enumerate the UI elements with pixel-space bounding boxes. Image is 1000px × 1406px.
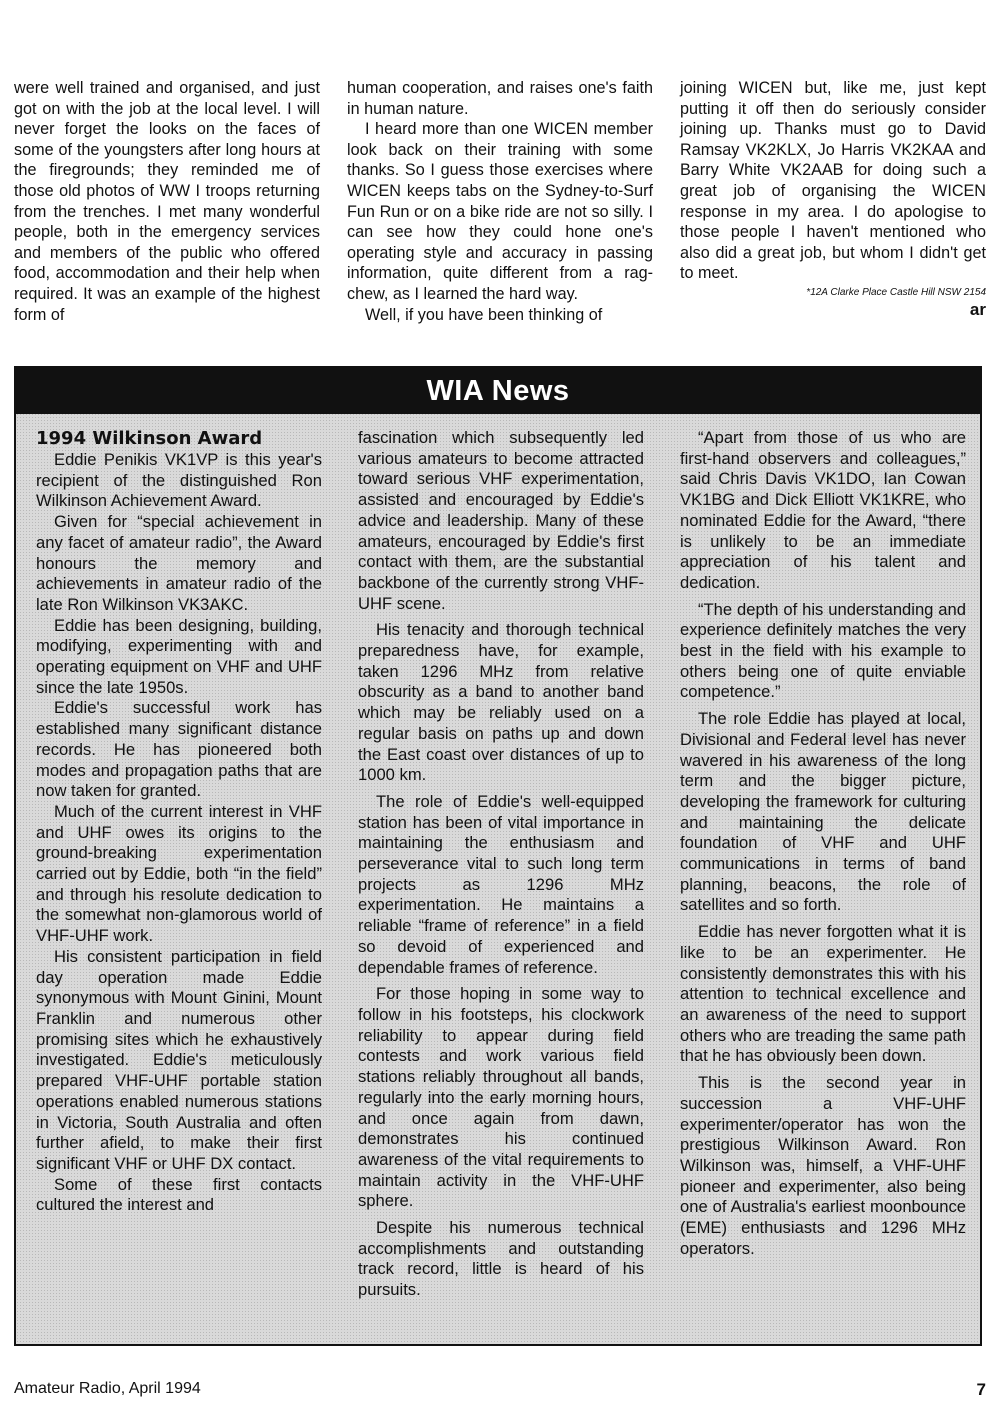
- paragraph: fascination which subsequently led various amateurs to become attracted toward serious VHF experimentation, assisted and encouraged by Eddie's advice and leadership. Many of these amateurs, encouraged by Eddie's first contact with them, are the substantial backbone of the currently strong VHF-UHF scene.: [358, 428, 644, 613]
- paragraph: Eddie Penikis VK1VP is this year's recipient of the distinguished Ron Wilkinson Achievement Award.: [36, 450, 322, 511]
- top-article-column-2: [347, 78, 653, 325]
- paragraph: Much of the current interest in VHF and UHF owes its origins to the ground-breaking experimentation carried out by Eddie, both “in the field” and through his resolute dedication to the somewhat non-glamorous world of VHF-UHF work.: [36, 801, 322, 946]
- paragraph: “The depth of his understanding and experience definitely matches the very best in the field with his example to others being one of quite enviable competence.”: [680, 599, 966, 702]
- news-column-3: [680, 428, 966, 1301]
- paragraph: This is the second year in succession a VHF-UHF experimenter/operator has won the prestigious Wilkinson Award. Ron Wilkinson was, himself, a VHF-UHF pioneer and experimenter, also being one of Australia's earliest moonbounce (EME) enthusiasts and 1296 MHz operators.: [680, 1073, 966, 1258]
- paragraph: I heard more than one WICEN member look back on their training with some thanks. So I guess those exercises where WICEN keeps tabs on the Sydney-to-Surf Fun Run or on a bike ride are not so silly. I can see how they could hone one's operating style and accuracy in passing information, quite different from a rag-chew, as I learned the hard way.: [347, 120, 653, 303]
- publication-name: Amateur Radio, April 1994: [14, 1380, 201, 1397]
- paragraph: For those hoping in some way to follow in his footsteps, his clockwork reliability to appear during field contests and work various field stations reliably throughout all bands, regularly into the early morning hours, and once again from dawn, demonstrates his continued awareness of the vital requirements to maintain activity in the VHF-UHF sphere.: [358, 984, 644, 1211]
- article-heading: 1994 Wilkinson Award: [36, 428, 263, 449]
- author-address: *12A Clarke Place Castle Hill NSW 2154: [806, 286, 986, 298]
- paragraph: human cooperation, and raises one's faith in human nature.: [347, 79, 653, 118]
- paragraph: “Apart from those of us who are first-hand observers and colleagues,” said Chris Davis VK1DO, Ian Cowan VK1BG and Dick Elliott VK1KRE, who nominated Eddie for the Award, “there is unlikely to be an immediate appreciation of his talent and dedication.: [680, 428, 966, 592]
- news-column-2: [358, 428, 644, 1301]
- paragraph: Eddie has been designing, building, modifying, experimenting with and operating equipment on VHF and UHF since the late 1950s.: [36, 615, 322, 697]
- news-banner: WIA News: [16, 368, 980, 414]
- news-columns: [36, 428, 966, 1301]
- end-mark: ar: [969, 299, 986, 319]
- paragraph: His tenacity and thorough technical preparedness have, for example, taken 1296 MHz from relative obscurity as a band to another band which may be reliably used on a regular basis on paths up and down the East coast over distances of up to 1000 km.: [358, 620, 644, 785]
- paragraph: Eddie's successful work has established many significant distance records. He has pioneered both modes and propagation paths that are now taken for granted.: [36, 698, 322, 801]
- paragraph: Some of these first contacts cultured the interest and: [36, 1174, 322, 1215]
- paragraph: His consistent participation in field day operation made Eddie synonymous with Mount Ginini, Mount Franklin and numerous other promising sites which he exhaustively investigated. Eddie's meticulously prepared VHF-UHF portable station operations enabled numerous stations in Victoria, South Australia and often further afield, to make their first significant VHF or UHF DX contact.: [36, 946, 322, 1173]
- paragraph: Despite his numerous technical accomplishments and outstanding track record, little is heard of his pursuits.: [358, 1218, 644, 1300]
- paragraph: were well trained and organised, and just got on with the job at the local level. I will never forget the looks on the faces of some of the youngsters after long hours at the firegrounds; they reminded me of those old photos of WW I troops returning from the trenches. I met many wonderful people, both in the emergency services and members of the public who offered food, accommodation and their help when required. It was an example of the highest form of: [14, 79, 320, 324]
- top-article-column-3: [680, 78, 986, 325]
- page-footer: [14, 1380, 986, 1400]
- wia-news-box: [14, 366, 982, 1346]
- page-number: 7: [976, 1380, 986, 1399]
- news-column-1: [36, 428, 322, 1301]
- paragraph: Eddie has never forgotten what it is like to be an experimenter. He consistently demonstrates this with his attention to technical excellence and an awareness of the need to support others who are treading the same path that he has obviously been down.: [680, 922, 966, 1066]
- paragraph: The role Eddie has played at local, Divisional and Federal level has never wavered in his awareness of the long term and the bigger picture, developing the framework for culturing and maintaining the delicate foundation of VHF and UHF communications in terms of band planning, beacons, the role of satellites and so forth.: [680, 709, 966, 915]
- top-article-column-1: [14, 78, 320, 325]
- paragraph: Well, if you have been thinking of: [365, 305, 603, 324]
- top-article: [14, 78, 986, 325]
- paragraph: Given for “special achievement in any facet of amateur radio”, the Award honours the memory and achievements in amateur radio of the late Ron Wilkinson VK3AKC.: [36, 512, 322, 614]
- paragraph: joining WICEN but, like me, just kept putting it off then do seriously consider joining up. Thanks must go to David Ramsay VK2KLX, Jo Harris VK2KAA and Barry White VK2AAB for doing such a great job of organising the WICEN response in my area. I do apologise to those people I haven't mentioned who also did a great job, but whom I didn't get to meet.: [680, 79, 986, 283]
- paragraph: The role of Eddie's well-equipped station has been of vital importance in maintaining the enthusiasm and perseverance vital to such long term projects as 1296 MHz experimentation. He maintains a reliable “frame of reference” in a field so devoid of experienced and dependable frames of reference.: [358, 791, 644, 977]
